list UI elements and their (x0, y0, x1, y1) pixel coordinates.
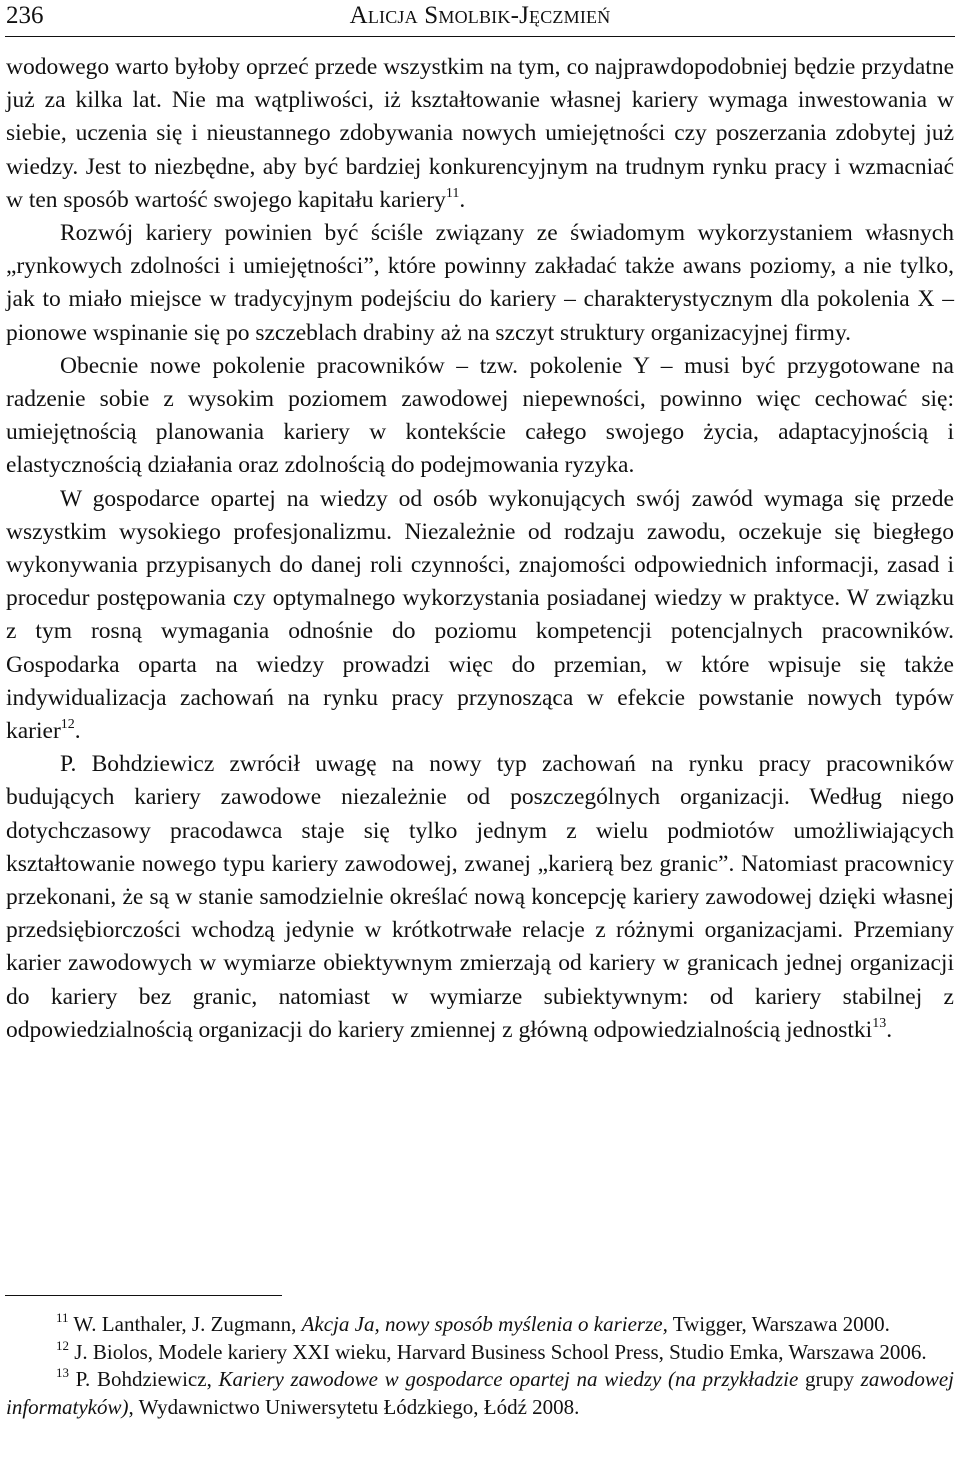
page-number: 236 (6, 2, 44, 29)
paragraph: P. Bohdziewicz zwrócił uwagę na nowy typ zachowań na rynku pracy pracowników budujących kariery zawodowe niezależnie od poszczególnych organizacji. Według niego dotychczasowy pracodawca staje się tylko jednym z wielu podmiotów umożliwiających kształtowanie nowego typu kariery zawodowej, zwanej „karierą bez granic”. Natomiast pracownicy przekonani, że są w stanie samodzielnie określać nową koncepcję kariery zawodowej dzięki własnej przedsiębiorczości wchodzą jedynie w krótkotrwałe relacje z różnymi organizacjami. Przemiany karier zawodowych w wymiarze obiektywnym zmierzają od kariery w granicach jednej organizacji do kariery bez granic, natomiast w wymiarze subiektywnym: od kariery stabilnej z odpowiedzialnością organizacji do kariery zmiennej z główną odpowiedzialnością jednostki$^{13}$. (6, 751, 954, 1043)
footnote-ref[interactable]: 12 (60, 717, 75, 733)
paragraph: wodowego warto byłoby oprzeć przede wszystkim na tym, co najprawdopodobniej będzie przydatne już za kilka lat. Nie ma wątpliwości, iż kształtowanie własnej kariery wymaga inwestowania w siebie, uczenia się i nieustannego zdobywania nowych umiejętności czy poszerzania zdobytej już wiedzy. Jest to niezbędne, aby być bardziej konkurencyjnym na trudnym rynku pracy i wzmacniać w ten sposób wartość swojego kapitału kariery$^{11}$. (6, 54, 954, 213)
body-text (6, 51, 954, 1047)
footnote-rule (5, 1295, 282, 1296)
footnote-ref[interactable]: 11 (445, 185, 460, 201)
running-head: Alicja Smolbik-Jęczmień (349, 2, 611, 29)
footnotes (6, 1311, 954, 1421)
footnote-mark: 13 (56, 1365, 69, 1380)
header-rule (5, 36, 955, 37)
footnote-mark: 11 (56, 1310, 69, 1325)
footnote: $^{13}$ P. Bohdziewicz, Kariery zawodowe w gospodarce opartej na wiedzy (na przykładzie grupy zawodowej informatyków), Wydawnictwo Uniwersytetu Łódzkiego, Łódź 2008. (6, 1365, 954, 1419)
footnote: $^{11}$ W. Lanthaler, J. Zugmann, Akcja Ja, nowy sposób myślenia o karierze, Twigger, Warszawa 2000. (56, 1310, 890, 1336)
paragraph: W gospodarce opartej na wiedzy od osób wykonujących swój zawód wymaga się przede wszystkim wysokiego profesjonalizmu. Niezależnie od rodzaju zawodu, oczekuje się biegłego wykonywania przypisanych do danej roli czynności, znajomości odpowiednich informacji, zasad i procedur postępowania czy optymalnego wykorzystania posiadanej wiedzy w praktyce. W związku z tym rosną wymagania odnośnie do poziomu kompetencji potencjalnych pracowników. Gospodarka oparta na wiedzy prowadzi więc do przemian, w które wpisuje się także indywidualizacja zachowań na rynku pracy przynosząca w efekcie powstanie nowych typów karier$^{12}$. (6, 485, 954, 745)
paragraph: Rozwój kariery powinien być ściśle związany ze świadomym wykorzystaniem własnych „rynkowych zdolności i umiejętności”, które powinny zakładać także awans poziomy, a nie tylko, jak to miało miejsce w tradycyjnym podejściu do kariery – charakterystycznym dla pokolenia X – pionowe wspinanie się po szczeblach drabiny aż na szczyt struktury organizacyjnej firmy. (6, 220, 954, 346)
page-header (0, 0, 960, 36)
footnote-mark: 12 (56, 1337, 69, 1353)
footnote: $^{12}$ J. Biolos, Modele kariery XXI wieku, Harvard Business School Press, Studio Emka, Warszawa 2006. (56, 1337, 927, 1364)
footnote-ref[interactable]: 13 (872, 1015, 887, 1031)
paragraph: Obecnie nowe pokolenie pracowników – tzw. pokolenie Y – musi być przygotowane na radzenie sobie z wysokim poziomem zawodowej niepewności, powinno więc cechować się: umiejętnością planowania kariery w kontekście całego swojego życia, adaptacyjnością i elastycznością działania oraz zdolnością do podejmowania ryzyka. (6, 352, 954, 479)
